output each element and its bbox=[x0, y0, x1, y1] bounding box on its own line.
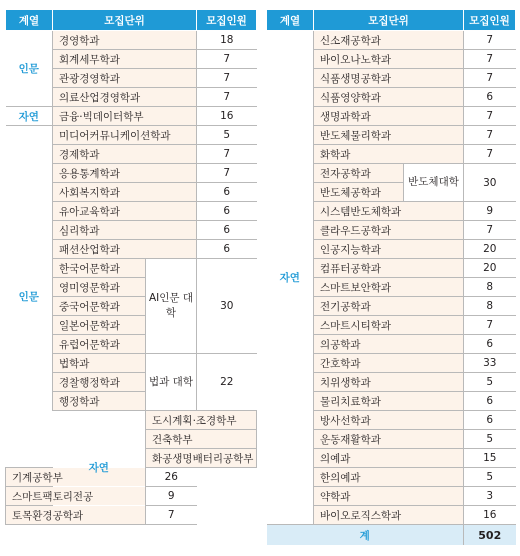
unit-cell: 물리치료학과 bbox=[314, 392, 464, 411]
unit-cell: 반도체공학과 bbox=[314, 183, 404, 202]
table-row bbox=[6, 126, 257, 145]
count-cell: 7 bbox=[464, 69, 516, 88]
count-cell: 30 bbox=[197, 259, 257, 354]
unit-cell: 바이오로직스학과 bbox=[314, 506, 464, 525]
unit-cell: 경영학과 bbox=[53, 31, 197, 50]
unit-cell: 바이오나노학과 bbox=[314, 50, 464, 69]
unit-cell: 심리학과 bbox=[53, 221, 197, 240]
unit-cell: 한의예과 bbox=[314, 468, 464, 487]
unit-cell: 법학과 bbox=[53, 354, 146, 373]
count-cell: 22 bbox=[197, 354, 257, 411]
unit-cell: 식품생명공학과 bbox=[314, 69, 464, 88]
unit-cell: 스마트보안학과 bbox=[314, 278, 464, 297]
header-category: 계열 bbox=[6, 10, 53, 31]
unit-cell: 기계공학부 bbox=[6, 468, 146, 487]
unit-cell: 건축학부 bbox=[146, 430, 257, 449]
unit-cell: 약학과 bbox=[314, 487, 464, 506]
count-cell: 5 bbox=[464, 373, 516, 392]
unit-cell: 방사선학과 bbox=[314, 411, 464, 430]
count-cell: 15 bbox=[464, 449, 516, 468]
count-cell: 5 bbox=[464, 468, 516, 487]
count-cell: 7 bbox=[464, 50, 516, 69]
count-cell: 7 bbox=[197, 50, 257, 69]
unit-cell: 인공지능학과 bbox=[314, 240, 464, 259]
count-cell: 16 bbox=[197, 107, 257, 126]
admission-table-right bbox=[266, 9, 516, 545]
count-cell: 6 bbox=[464, 392, 516, 411]
count-cell: 6 bbox=[197, 240, 257, 259]
unit-cell: 일본어문학과 bbox=[53, 316, 146, 335]
unit-cell: 화학과 bbox=[314, 145, 464, 164]
count-cell: 7 bbox=[464, 126, 516, 145]
unit-cell: 관광경영학과 bbox=[53, 69, 197, 88]
unit-cell: 컴퓨터공학과 bbox=[314, 259, 464, 278]
unit-cell: 전기공학과 bbox=[314, 297, 464, 316]
count-cell: 33 bbox=[464, 354, 516, 373]
table-header-row bbox=[6, 10, 257, 31]
unit-cell: 행정학과 bbox=[53, 392, 146, 411]
unit-cell: 클라우드공학과 bbox=[314, 221, 464, 240]
count-cell: 7 bbox=[197, 164, 257, 183]
unit-cell: 전자공학과 bbox=[314, 164, 404, 183]
count-cell: 7 bbox=[464, 31, 516, 50]
unit-cell: 중국어문학과 bbox=[53, 297, 146, 316]
count-cell: 7 bbox=[197, 69, 257, 88]
unit-cell: 영미영문학과 bbox=[53, 278, 146, 297]
header-category: 계열 bbox=[267, 10, 314, 31]
unit-cell: 시스템반도체학과 bbox=[314, 202, 464, 221]
header-unit: 모집단위 bbox=[53, 10, 197, 31]
count-cell: 7 bbox=[197, 145, 257, 164]
unit-cell: 사회복지학과 bbox=[53, 183, 197, 202]
unit-cell: 유아교육학과 bbox=[53, 202, 197, 221]
count-cell: 8 bbox=[464, 297, 516, 316]
count-cell: 5 bbox=[197, 126, 257, 145]
count-cell: 6 bbox=[464, 88, 516, 107]
header-count: 모집인원 bbox=[464, 10, 516, 31]
total-row bbox=[267, 525, 516, 546]
category-cell: 자연 bbox=[6, 107, 53, 126]
count-cell: 6 bbox=[464, 335, 516, 354]
count-cell: 7 bbox=[146, 506, 197, 525]
count-cell: 9 bbox=[146, 487, 197, 506]
table-row bbox=[6, 487, 257, 506]
unit-cell: 토목환경공학과 bbox=[6, 506, 146, 525]
total-count: 502 bbox=[464, 525, 516, 546]
unit-cell: 도시계획·조경학부 bbox=[146, 411, 257, 430]
category-cell: 인문 bbox=[6, 126, 53, 468]
table-row bbox=[6, 107, 257, 126]
college-group-cell: 반도체대학 bbox=[404, 164, 464, 202]
unit-cell: 스마트팩토리전공 bbox=[6, 487, 146, 506]
unit-cell: 의예과 bbox=[314, 449, 464, 468]
count-cell: 26 bbox=[146, 468, 197, 487]
unit-cell: 반도체물리학과 bbox=[314, 126, 464, 145]
unit-cell: 응용통계학과 bbox=[53, 164, 197, 183]
unit-cell: 간호학과 bbox=[314, 354, 464, 373]
count-cell: 6 bbox=[197, 183, 257, 202]
unit-cell: 경제학과 bbox=[53, 145, 197, 164]
count-cell: 30 bbox=[464, 164, 516, 202]
count-cell: 7 bbox=[464, 145, 516, 164]
unit-cell: 의료산업경영학과 bbox=[53, 88, 197, 107]
count-cell: 20 bbox=[464, 259, 516, 278]
college-group-cell: 법과 대학 bbox=[146, 354, 197, 411]
count-cell: 16 bbox=[464, 506, 516, 525]
count-cell: 3 bbox=[464, 487, 516, 506]
category-cell: 자연 bbox=[53, 411, 146, 525]
category-cell: 인문 bbox=[6, 31, 53, 107]
total-label: 계 bbox=[267, 525, 464, 546]
table-row bbox=[267, 31, 516, 50]
count-cell: 20 bbox=[464, 240, 516, 259]
college-group-cell: AI인문 대학 bbox=[146, 259, 197, 354]
unit-cell: 경찰행정학과 bbox=[53, 373, 146, 392]
unit-cell: 의공학과 bbox=[314, 335, 464, 354]
count-cell: 8 bbox=[464, 278, 516, 297]
count-cell: 7 bbox=[464, 107, 516, 126]
unit-cell: 미디어커뮤니케이션학과 bbox=[53, 126, 197, 145]
header-count: 모집인원 bbox=[197, 10, 257, 31]
count-cell: 7 bbox=[464, 221, 516, 240]
unit-cell: 화공생명배터리공학부 bbox=[146, 449, 257, 468]
unit-cell: 치위생학과 bbox=[314, 373, 464, 392]
unit-cell: 한국어문학과 bbox=[53, 259, 146, 278]
unit-cell: 신소재공학과 bbox=[314, 31, 464, 50]
count-cell: 5 bbox=[464, 430, 516, 449]
count-cell: 7 bbox=[464, 316, 516, 335]
count-cell: 6 bbox=[197, 202, 257, 221]
count-cell: 6 bbox=[197, 221, 257, 240]
unit-cell: 유럽어문학과 bbox=[53, 335, 146, 354]
unit-cell: 생명과학과 bbox=[314, 107, 464, 126]
count-cell: 6 bbox=[464, 411, 516, 430]
table-row bbox=[6, 31, 257, 50]
admission-table-left bbox=[5, 9, 257, 525]
table-header-row bbox=[267, 10, 516, 31]
category-cell: 자연 bbox=[267, 31, 314, 525]
unit-cell: 운동재활학과 bbox=[314, 430, 464, 449]
count-cell: 18 bbox=[197, 31, 257, 50]
count-cell: 9 bbox=[464, 202, 516, 221]
header-unit: 모집단위 bbox=[314, 10, 464, 31]
table-row bbox=[6, 468, 257, 487]
unit-cell: 식품영양학과 bbox=[314, 88, 464, 107]
unit-cell: 금융·빅데이터학부 bbox=[53, 107, 197, 126]
table-row bbox=[6, 506, 257, 525]
unit-cell: 회계세무학과 bbox=[53, 50, 197, 69]
unit-cell: 스마트시티학과 bbox=[314, 316, 464, 335]
unit-cell: 패션산업학과 bbox=[53, 240, 197, 259]
count-cell: 7 bbox=[197, 88, 257, 107]
